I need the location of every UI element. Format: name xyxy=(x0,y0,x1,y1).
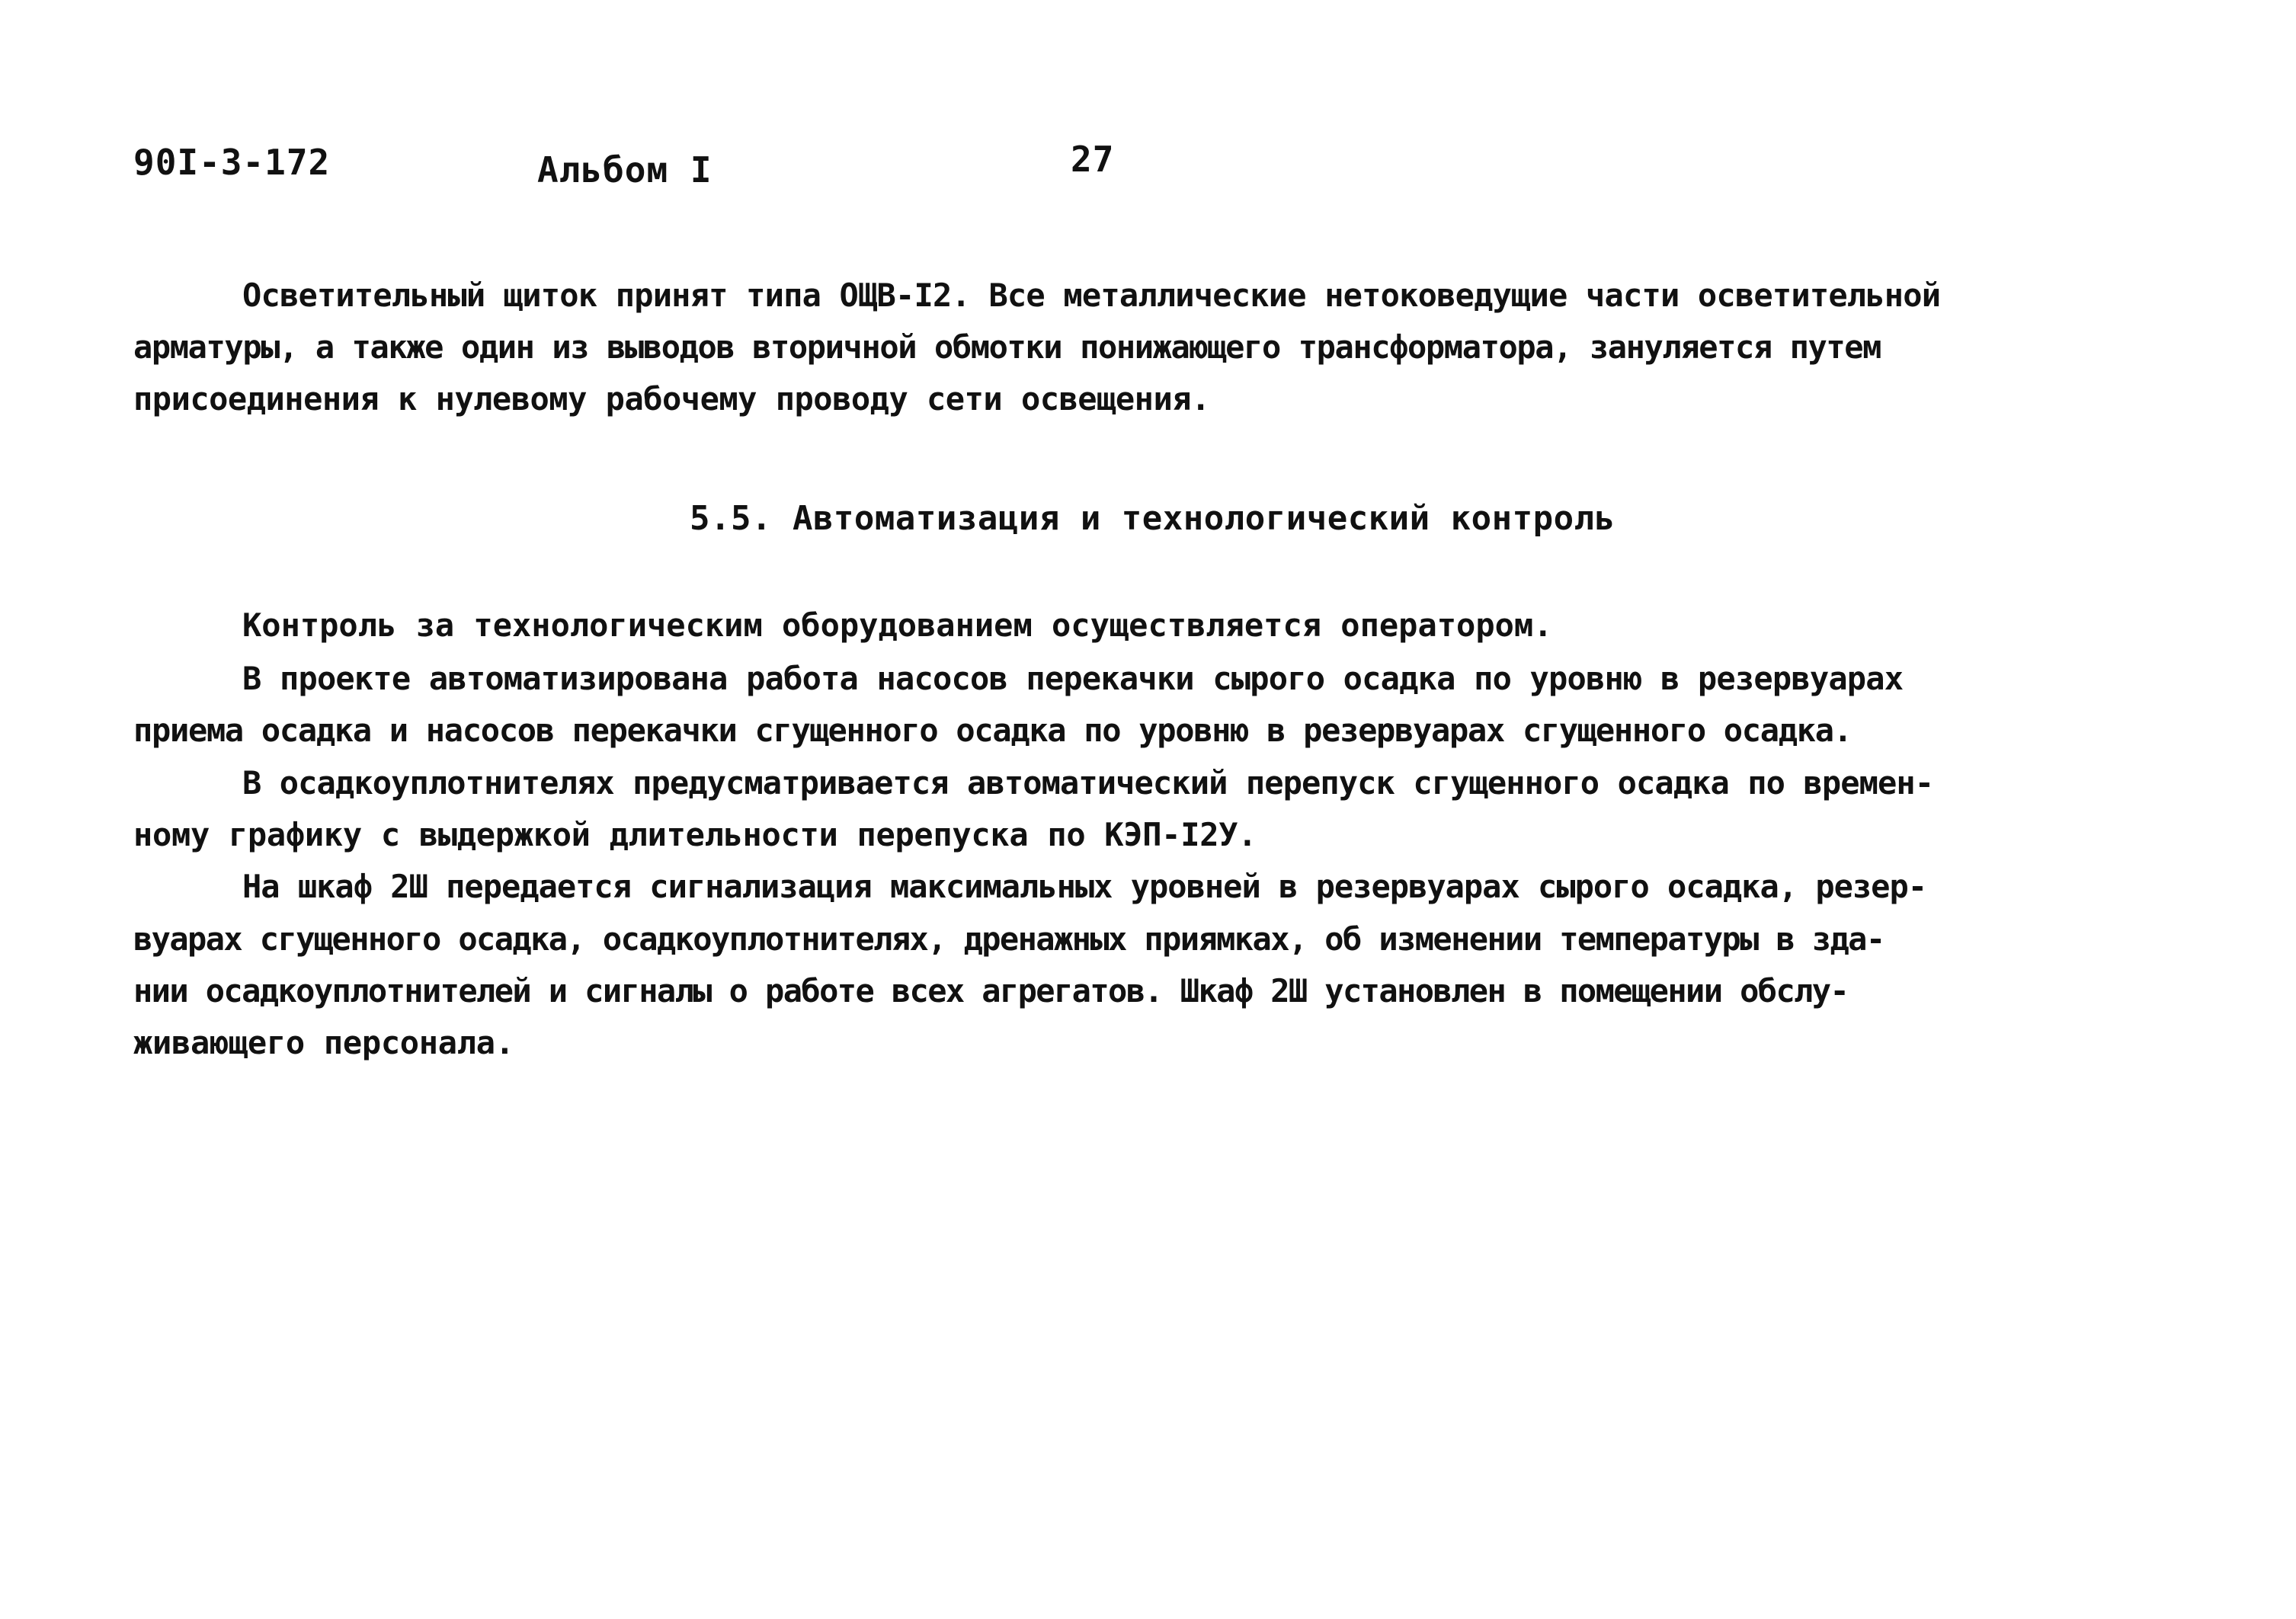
paragraph-4-line-2: ному графику с выдержкой длительности перепуска по КЭП-I2У. xyxy=(133,816,1257,853)
paragraph-5-line-4: живающего персонала. xyxy=(133,1024,514,1061)
paragraph-1-line-1: Осветительный щиток принят типа ОЩВ-I2. Все металлические нетоковедущие части осветительной xyxy=(242,277,1941,314)
paragraph-2-line-1: Контроль за технологическим оборудованием осуществляется оператором. xyxy=(242,606,1553,644)
album-label: Альбом I xyxy=(537,149,712,190)
section-heading: 5.5. Автоматизация и технологический контроль xyxy=(690,499,1616,538)
page-number: 27 xyxy=(1071,139,1115,180)
paragraph-5-line-1: На шкаф 2Ш передается сигнализация максимальных уровней в резервуарах сырого осадка, резер- xyxy=(242,868,1927,905)
paragraph-3-line-2: приема осадка и насосов перекачки сгущенного осадка по уровню в резервуарах сгущенного осадка. xyxy=(133,712,1852,749)
document-code: 90I-3-172 xyxy=(133,142,331,183)
paragraph-1-line-2: арматуры, а также один из выводов вторичной обмотки понижающего трансформатора, зануляется путем xyxy=(133,328,1881,366)
paragraph-5-line-2: вуарах сгущенного осадка, осадкоуплотнителях, дренажных приямках, об изменении температуры в зда- xyxy=(133,920,1885,958)
paragraph-5-line-3: нии осадкоуплотнителей и сигналы о работе всех агрегатов. Шкаф 2Ш установлен в помещении обслу- xyxy=(133,972,1849,1009)
paragraph-1-line-3: присоединения к нулевому рабочему проводу сети освещения. xyxy=(133,380,1210,418)
paragraph-3-line-1: В проекте автоматизирована работа насосов перекачки сырого осадка по уровню в резервуарах xyxy=(242,660,1904,697)
paragraph-4-line-1: В осадкоуплотнителях предусматривается автоматический перепуск сгущенного осадка по времен- xyxy=(242,764,1934,802)
